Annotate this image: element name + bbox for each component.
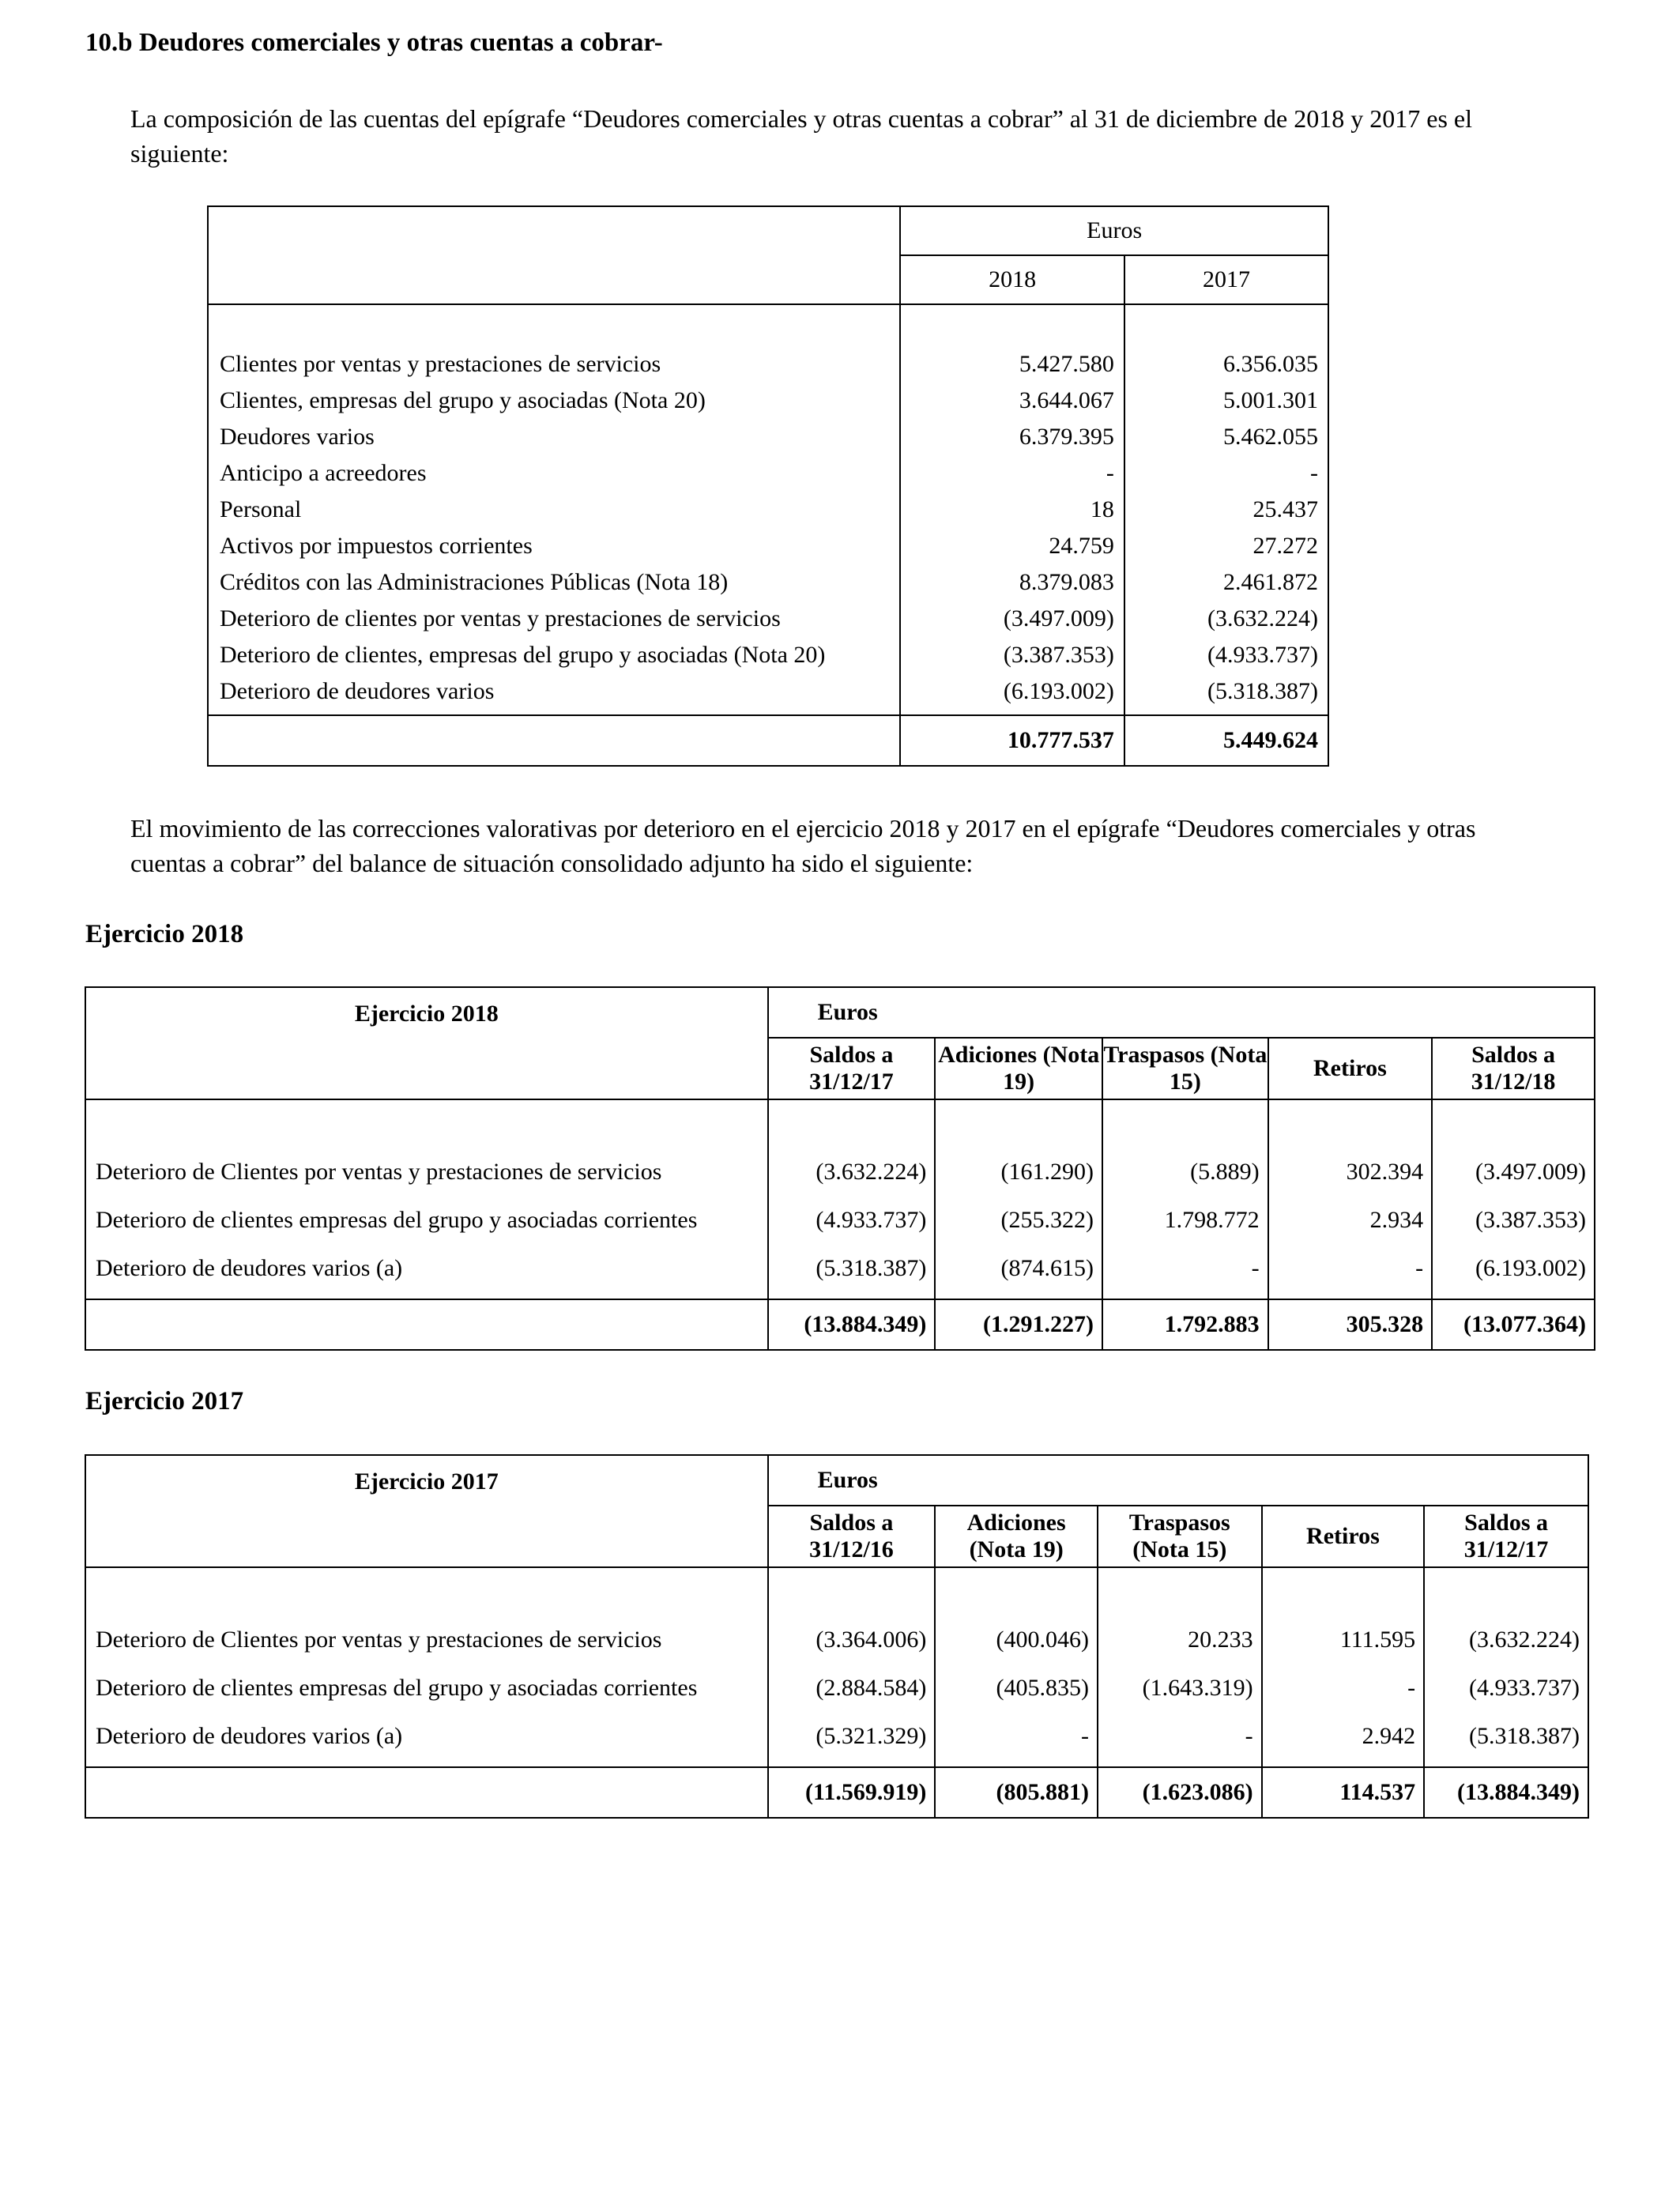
value-cell: (3.497.009) [1475, 1159, 1586, 1185]
value-cell: - [1310, 460, 1318, 486]
row-label: Clientes por ventas y prestaciones de servicios [220, 351, 661, 377]
total-cell [935, 1299, 1102, 1350]
ejercicio-2018-heading: Ejercicio 2018 [85, 920, 244, 948]
total-cell [768, 1767, 936, 1818]
total-cell [1098, 1767, 1262, 1818]
movement-table-2018 [85, 986, 1595, 1351]
total-value: (1.623.086) [1142, 1779, 1253, 1805]
value-cell: - [1245, 1723, 1253, 1749]
composition-values-2018 [900, 304, 1124, 715]
value-cell: 5.001.301 [1223, 387, 1318, 413]
value-cell: (6.193.002) [1475, 1255, 1586, 1281]
movement-intro-paragraph: El movimiento de las correcciones valorativas por deterioro en el ejercicio 2018 y 2017 en el epígrafe “Deudores comerciales y otras cuentas a cobrar” del balance de situación consolidado adjunto ha sido el siguiente: [130, 814, 1476, 877]
ejercicio-2017-heading: Ejercicio 2017 [85, 1387, 244, 1416]
col-values [1432, 1099, 1595, 1299]
total-value: (13.884.349) [804, 1311, 927, 1337]
total-cell [1424, 1767, 1588, 1818]
table-title: Ejercicio 2017 [85, 1455, 768, 1567]
intro-paragraph: La composición de las cuentas del epígrafe “Deudores comerciales y otras cuentas a cobrar” al 31 de diciembre de 2018 y 2017 es el siguiente: [130, 104, 1472, 168]
value-cell: 1.798.772 [1164, 1207, 1260, 1233]
value-cell: 111.595 [1339, 1627, 1416, 1653]
row-label: Créditos con las Administraciones Públicas (Nota 18) [220, 569, 729, 595]
col-values [935, 1567, 1098, 1767]
col-header: Retiros [1268, 1038, 1433, 1099]
total-value: 5.449.624 [1223, 727, 1318, 753]
value-cell: (5.321.329) [816, 1723, 927, 1749]
total-label [85, 1767, 768, 1818]
col-header: Traspasos (Nota 15) [1098, 1506, 1262, 1567]
value-cell: - [1415, 1255, 1424, 1281]
value-cell: (3.387.353) [1003, 642, 1114, 668]
composition-total-2018 [900, 715, 1124, 766]
total-value: (13.077.364) [1463, 1311, 1586, 1337]
value-cell: (3.632.224) [1469, 1627, 1580, 1653]
total-value: (1.291.227) [983, 1311, 1094, 1337]
col-values [935, 1099, 1102, 1299]
value-cell: (255.322) [1000, 1207, 1094, 1233]
row-labels [85, 1567, 768, 1767]
value-cell: (4.933.737) [1207, 642, 1318, 668]
value-cell: 25.437 [1252, 496, 1318, 522]
value-cell: - [1407, 1675, 1416, 1701]
row-label: Deterioro de Clientes por ventas y prestaciones de servicios [96, 1159, 662, 1185]
total-value: 305.328 [1346, 1311, 1424, 1337]
total-cell [1102, 1299, 1268, 1350]
composition-total-label [208, 715, 900, 766]
col-header: Saldos a 31/12/18 [1432, 1038, 1595, 1099]
row-label: Activos por impuestos corrientes [220, 533, 533, 559]
composition-total-2017 [1124, 715, 1328, 766]
row-label: Deterioro de deudores varios [220, 678, 495, 704]
total-cell [935, 1767, 1098, 1818]
value-cell: 27.272 [1252, 533, 1318, 559]
value-cell: (3.387.353) [1475, 1207, 1586, 1233]
col-values [1424, 1567, 1588, 1767]
col-values [1098, 1567, 1262, 1767]
row-label: Deterioro de clientes, empresas del grupo y asociadas (Nota 20) [220, 642, 826, 668]
currency-header: Euros [768, 987, 1595, 1038]
value-cell: (5.318.387) [1469, 1723, 1580, 1749]
total-value: (11.569.919) [805, 1779, 927, 1805]
value-cell: 2.461.872 [1223, 569, 1318, 595]
composition-values-2017 [1124, 304, 1328, 715]
total-value: (805.881) [996, 1779, 1089, 1805]
row-label: Deterioro de deudores varios (a) [96, 1255, 403, 1281]
value-cell: 18 [1090, 496, 1114, 522]
row-labels [85, 1099, 768, 1299]
value-cell: - [1106, 460, 1114, 486]
col-values [768, 1099, 936, 1299]
col-header: Adiciones (Nota 19) [935, 1506, 1098, 1567]
value-cell: 8.379.083 [1019, 569, 1114, 595]
col-values [1262, 1567, 1425, 1767]
value-cell: (3.497.009) [1003, 605, 1114, 631]
section-heading: 10.b Deudores comerciales y otras cuentas a cobrar- [85, 28, 663, 57]
row-label: Deterioro de Clientes por ventas y prestaciones de servicios [96, 1627, 662, 1653]
value-cell: (400.046) [996, 1627, 1089, 1653]
total-cell [768, 1299, 936, 1350]
total-value: 1.792.883 [1164, 1311, 1260, 1337]
value-cell: (1.643.319) [1142, 1675, 1253, 1701]
value-cell: (4.933.737) [816, 1207, 927, 1233]
value-cell: 3.644.067 [1019, 387, 1114, 413]
composition-year-2018: 2018 [900, 255, 1124, 304]
value-cell: 24.759 [1049, 533, 1114, 559]
value-cell: (3.364.006) [816, 1627, 927, 1653]
value-cell: 302.394 [1346, 1159, 1424, 1185]
row-label: Deterioro de deudores varios (a) [96, 1723, 403, 1749]
value-cell: 6.356.035 [1223, 351, 1318, 377]
total-value: (13.884.349) [1457, 1779, 1580, 1805]
col-header: Saldos a 31/12/17 [768, 1038, 936, 1099]
table-title: Ejercicio 2018 [85, 987, 768, 1099]
row-label: Personal [220, 496, 302, 522]
composition-labels [208, 304, 900, 715]
value-cell: (3.632.224) [816, 1159, 927, 1185]
row-label: Deterioro de clientes empresas del grupo y asociadas corrientes [96, 1675, 698, 1701]
col-header: Saldos a 31/12/17 [1424, 1506, 1588, 1567]
col-header: Retiros [1262, 1506, 1425, 1567]
total-cell [1262, 1767, 1425, 1818]
row-label: Clientes, empresas del grupo y asociadas (Nota 20) [220, 387, 706, 413]
composition-year-2017: 2017 [1124, 255, 1328, 304]
col-values [768, 1567, 936, 1767]
value-cell: (2.884.584) [816, 1675, 927, 1701]
value-cell: (6.193.002) [1003, 678, 1114, 704]
value-cell: (5.318.387) [1207, 678, 1318, 704]
value-cell: 20.233 [1188, 1627, 1253, 1653]
value-cell: (3.632.224) [1207, 605, 1318, 631]
col-header: Saldos a 31/12/16 [768, 1506, 936, 1567]
col-values [1102, 1099, 1268, 1299]
composition-currency-header: Euros [900, 206, 1328, 255]
value-cell: (874.615) [1000, 1255, 1094, 1281]
total-cell [1432, 1299, 1595, 1350]
value-cell: (4.933.737) [1469, 1675, 1580, 1701]
row-label: Deterioro de clientes por ventas y prestaciones de servicios [220, 605, 781, 631]
total-value: 114.537 [1339, 1779, 1416, 1805]
value-cell: 2.942 [1362, 1723, 1416, 1749]
col-header: Traspasos (Nota 15) [1102, 1038, 1268, 1099]
total-cell [1268, 1299, 1433, 1350]
value-cell: 5.462.055 [1223, 424, 1318, 450]
currency-header: Euros [768, 1455, 1588, 1506]
value-cell: (5.318.387) [816, 1255, 927, 1281]
value-cell: - [1251, 1255, 1260, 1281]
value-cell: - [1080, 1723, 1089, 1749]
row-label: Deterioro de clientes empresas del grupo y asociadas corrientes [96, 1207, 698, 1233]
col-header: Adiciones (Nota 19) [935, 1038, 1102, 1099]
composition-table [207, 205, 1329, 767]
total-label [85, 1299, 768, 1350]
value-cell: 6.379.395 [1019, 424, 1114, 450]
col-values [1268, 1099, 1433, 1299]
row-label: Anticipo a acreedores [220, 460, 427, 486]
value-cell: 5.427.580 [1019, 351, 1114, 377]
value-cell: 2.934 [1369, 1207, 1424, 1233]
total-value: 10.777.537 [1007, 727, 1114, 753]
value-cell: (405.835) [996, 1675, 1089, 1701]
value-cell: (161.290) [1000, 1159, 1094, 1185]
row-label: Deudores varios [220, 424, 375, 450]
movement-table-2017 [85, 1454, 1589, 1819]
value-cell: (5.889) [1190, 1159, 1260, 1185]
composition-header-blank [208, 206, 900, 304]
